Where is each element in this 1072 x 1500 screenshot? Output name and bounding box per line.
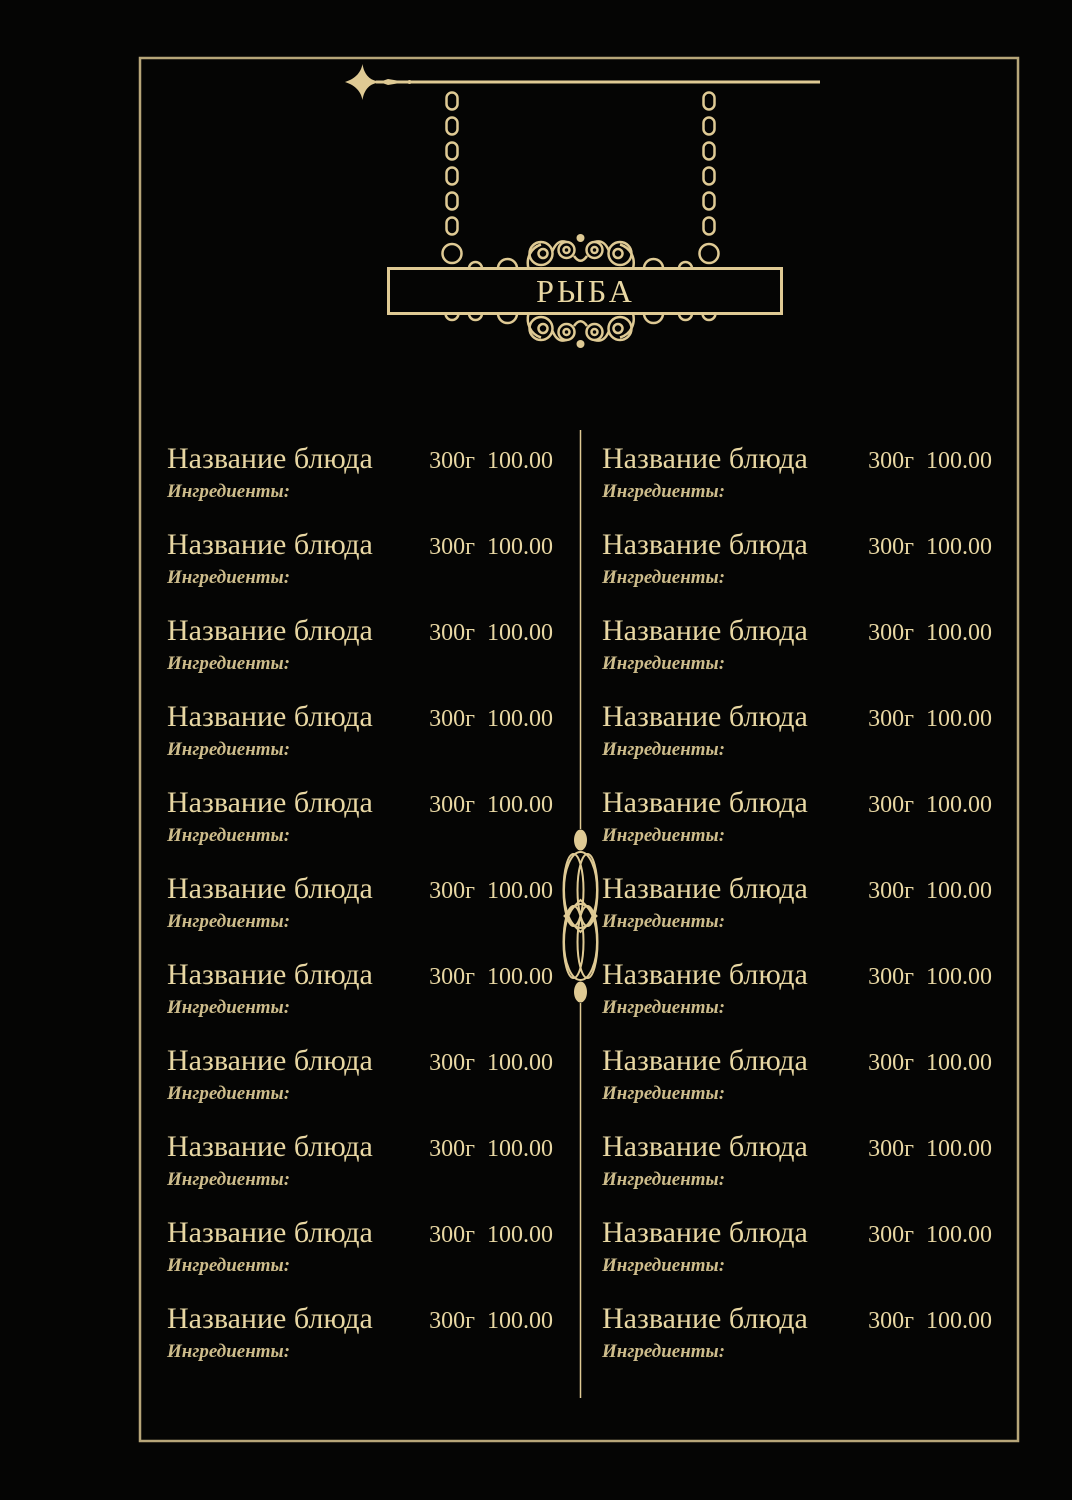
menu-item-header	[602, 700, 992, 736]
ingredients-label: Ингредиенты:	[602, 997, 726, 1018]
dish-portion: 300г	[868, 448, 914, 474]
menu-item-header	[167, 786, 553, 822]
dish-name: Название блюда	[167, 1302, 373, 1335]
menu-item-header	[602, 1302, 992, 1338]
dish-name: Название блюда	[167, 442, 373, 475]
dish-price: 100.00	[926, 964, 992, 990]
menu-item-header	[167, 1044, 553, 1080]
ingredients-label: Ингредиенты:	[167, 739, 291, 760]
dish-portion-price	[868, 960, 992, 994]
menu-item	[602, 1044, 992, 1130]
menu-item	[602, 1216, 992, 1302]
menu-item	[602, 700, 992, 786]
dish-price: 100.00	[926, 1308, 992, 1334]
dish-name: Название блюда	[167, 958, 373, 991]
dish-portion: 300г	[429, 620, 475, 646]
ingredients-label: Ингредиенты:	[602, 481, 726, 502]
dish-name: Название блюда	[602, 786, 808, 819]
hanging-rod	[345, 64, 820, 100]
dish-price: 100.00	[487, 448, 553, 474]
menu-item-header	[167, 872, 553, 908]
chain-right-icon	[700, 93, 719, 264]
menu-item-header	[167, 1302, 553, 1338]
dish-name: Название блюда	[167, 786, 373, 819]
dish-portion: 300г	[429, 1308, 475, 1334]
ingredients-label: Ингредиенты:	[602, 1083, 726, 1104]
menu-item	[602, 614, 992, 700]
dish-portion-price	[868, 702, 992, 736]
dish-portion: 300г	[868, 534, 914, 560]
menu-item	[167, 1130, 553, 1216]
menu-item-header	[602, 958, 992, 994]
dish-name: Название блюда	[602, 614, 808, 647]
dish-portion: 300г	[868, 1136, 914, 1162]
dish-name: Название блюда	[167, 1044, 373, 1077]
dish-name: Название блюда	[602, 1130, 808, 1163]
menu-item-header	[167, 958, 553, 994]
dish-name: Название блюда	[602, 1044, 808, 1077]
dish-portion: 300г	[429, 534, 475, 560]
dish-portion-price	[868, 788, 992, 822]
dish-name: Название блюда	[167, 1216, 373, 1249]
ingredients-label: Ингредиенты:	[167, 825, 291, 846]
menu-item-header	[167, 700, 553, 736]
dish-price: 100.00	[926, 620, 992, 646]
dish-portion: 300г	[868, 706, 914, 732]
dish-portion-price	[429, 788, 553, 822]
dish-price: 100.00	[487, 1308, 553, 1334]
dish-name: Название блюда	[602, 1216, 808, 1249]
dish-portion-price	[868, 1132, 992, 1166]
dish-portion-price	[868, 1046, 992, 1080]
menu-item-header	[602, 528, 992, 564]
dish-price: 100.00	[487, 1136, 553, 1162]
ingredients-label: Ингредиенты:	[167, 653, 291, 674]
dish-portion-price	[868, 444, 992, 478]
menu-item-header	[167, 614, 553, 650]
dish-portion-price	[868, 874, 992, 908]
dish-portion: 300г	[868, 1222, 914, 1248]
ingredients-label: Ингредиенты:	[167, 1341, 291, 1362]
dish-price: 100.00	[487, 620, 553, 646]
dish-portion-price	[429, 874, 553, 908]
dish-portion: 300г	[429, 706, 475, 732]
dish-price: 100.00	[487, 706, 553, 732]
ingredients-label: Ингредиенты:	[167, 997, 291, 1018]
dish-portion: 300г	[429, 878, 475, 904]
dish-name: Название блюда	[167, 528, 373, 561]
dish-price: 100.00	[926, 1222, 992, 1248]
menu-item-header	[602, 1044, 992, 1080]
ingredients-label: Ингредиенты:	[602, 567, 726, 588]
dish-portion-price	[868, 1304, 992, 1338]
dish-price: 100.00	[487, 534, 553, 560]
chain-left-icon	[443, 93, 462, 264]
dish-price: 100.00	[926, 448, 992, 474]
dish-price: 100.00	[487, 878, 553, 904]
dish-portion-price	[429, 616, 553, 650]
dish-portion: 300г	[868, 878, 914, 904]
dish-portion: 300г	[429, 448, 475, 474]
dish-price: 100.00	[487, 792, 553, 818]
dish-name: Название блюда	[602, 442, 808, 475]
dish-portion-price	[868, 616, 992, 650]
dish-portion: 300г	[868, 964, 914, 990]
menu-item-header	[602, 442, 992, 478]
menu-item	[167, 528, 553, 614]
divider-knot-ornament	[564, 830, 598, 1003]
menu-item	[602, 1130, 992, 1216]
menu-item	[167, 786, 553, 872]
menu-item-header	[602, 786, 992, 822]
menu-item	[602, 958, 992, 1044]
dish-portion-price	[429, 1218, 553, 1252]
dish-portion: 300г	[429, 792, 475, 818]
dish-name: Название блюда	[602, 700, 808, 733]
menu-item-header	[167, 1130, 553, 1166]
menu-item	[167, 442, 553, 528]
category-title: РЫБА	[536, 273, 635, 309]
menu-item	[602, 442, 992, 528]
menu-item-header	[167, 528, 553, 564]
dish-portion: 300г	[868, 792, 914, 818]
dish-portion: 300г	[868, 1050, 914, 1076]
dish-price: 100.00	[926, 1050, 992, 1076]
menu-item	[602, 786, 992, 872]
ingredients-label: Ингредиенты:	[602, 653, 726, 674]
dish-price: 100.00	[487, 1050, 553, 1076]
ingredients-label: Ингредиенты:	[602, 1169, 726, 1190]
ingredients-label: Ингредиенты:	[602, 911, 726, 932]
menu-item	[167, 1216, 553, 1302]
dish-price: 100.00	[487, 1222, 553, 1248]
menu-item	[167, 872, 553, 958]
dish-price: 100.00	[926, 878, 992, 904]
sign-scroll-ornament-top	[528, 234, 634, 269]
dish-price: 100.00	[926, 706, 992, 732]
dish-name: Название блюда	[602, 872, 808, 905]
ingredients-label: Ингредиенты:	[167, 911, 291, 932]
ingredients-label: Ингредиенты:	[602, 1341, 726, 1362]
ingredients-label: Ингредиенты:	[602, 825, 726, 846]
menu-item	[167, 700, 553, 786]
dish-portion: 300г	[429, 1222, 475, 1248]
menu-item	[602, 528, 992, 614]
ingredients-label: Ингредиенты:	[602, 1255, 726, 1276]
menu-item-header	[602, 872, 992, 908]
menu-column-left	[167, 442, 553, 1388]
dish-name: Название блюда	[602, 1302, 808, 1335]
dish-name: Название блюда	[167, 1130, 373, 1163]
dish-portion-price	[429, 530, 553, 564]
dish-portion-price	[868, 530, 992, 564]
menu-item	[167, 1044, 553, 1130]
ingredients-label: Ингредиенты:	[167, 1255, 291, 1276]
dish-name: Название блюда	[167, 700, 373, 733]
dish-name: Название блюда	[602, 958, 808, 991]
dish-name: Название блюда	[167, 614, 373, 647]
dish-price: 100.00	[926, 792, 992, 818]
dish-portion-price	[868, 1218, 992, 1252]
menu-item-header	[602, 614, 992, 650]
dish-price: 100.00	[926, 534, 992, 560]
dish-price: 100.00	[487, 964, 553, 990]
dish-portion: 300г	[868, 620, 914, 646]
dish-portion: 300г	[429, 1136, 475, 1162]
dish-portion-price	[429, 702, 553, 736]
menu-item	[167, 614, 553, 700]
dish-portion-price	[429, 444, 553, 478]
menu-item-header	[167, 442, 553, 478]
ingredients-label: Ингредиенты:	[167, 481, 291, 502]
dish-name: Название блюда	[167, 872, 373, 905]
menu-item	[602, 872, 992, 958]
dish-name: Название блюда	[602, 528, 808, 561]
dish-portion-price	[429, 1046, 553, 1080]
dish-portion: 300г	[429, 964, 475, 990]
menu-item-header	[167, 1216, 553, 1252]
menu-item	[602, 1302, 992, 1388]
dish-portion: 300г	[429, 1050, 475, 1076]
ingredients-label: Ингредиенты:	[167, 1083, 291, 1104]
menu-item-header	[602, 1130, 992, 1166]
dish-portion-price	[429, 1132, 553, 1166]
dish-portion: 300г	[868, 1308, 914, 1334]
menu-item	[167, 958, 553, 1044]
dish-price: 100.00	[926, 1136, 992, 1162]
sign-scroll-ornament-bottom	[528, 314, 634, 349]
menu-column-right	[602, 442, 992, 1388]
menu-item-header	[602, 1216, 992, 1252]
dish-portion-price	[429, 1304, 553, 1338]
ingredients-label: Ингредиенты:	[602, 739, 726, 760]
ingredients-label: Ингредиенты:	[167, 567, 291, 588]
dish-portion-price	[429, 960, 553, 994]
ingredients-label: Ингредиенты:	[167, 1169, 291, 1190]
menu-item	[167, 1302, 553, 1388]
